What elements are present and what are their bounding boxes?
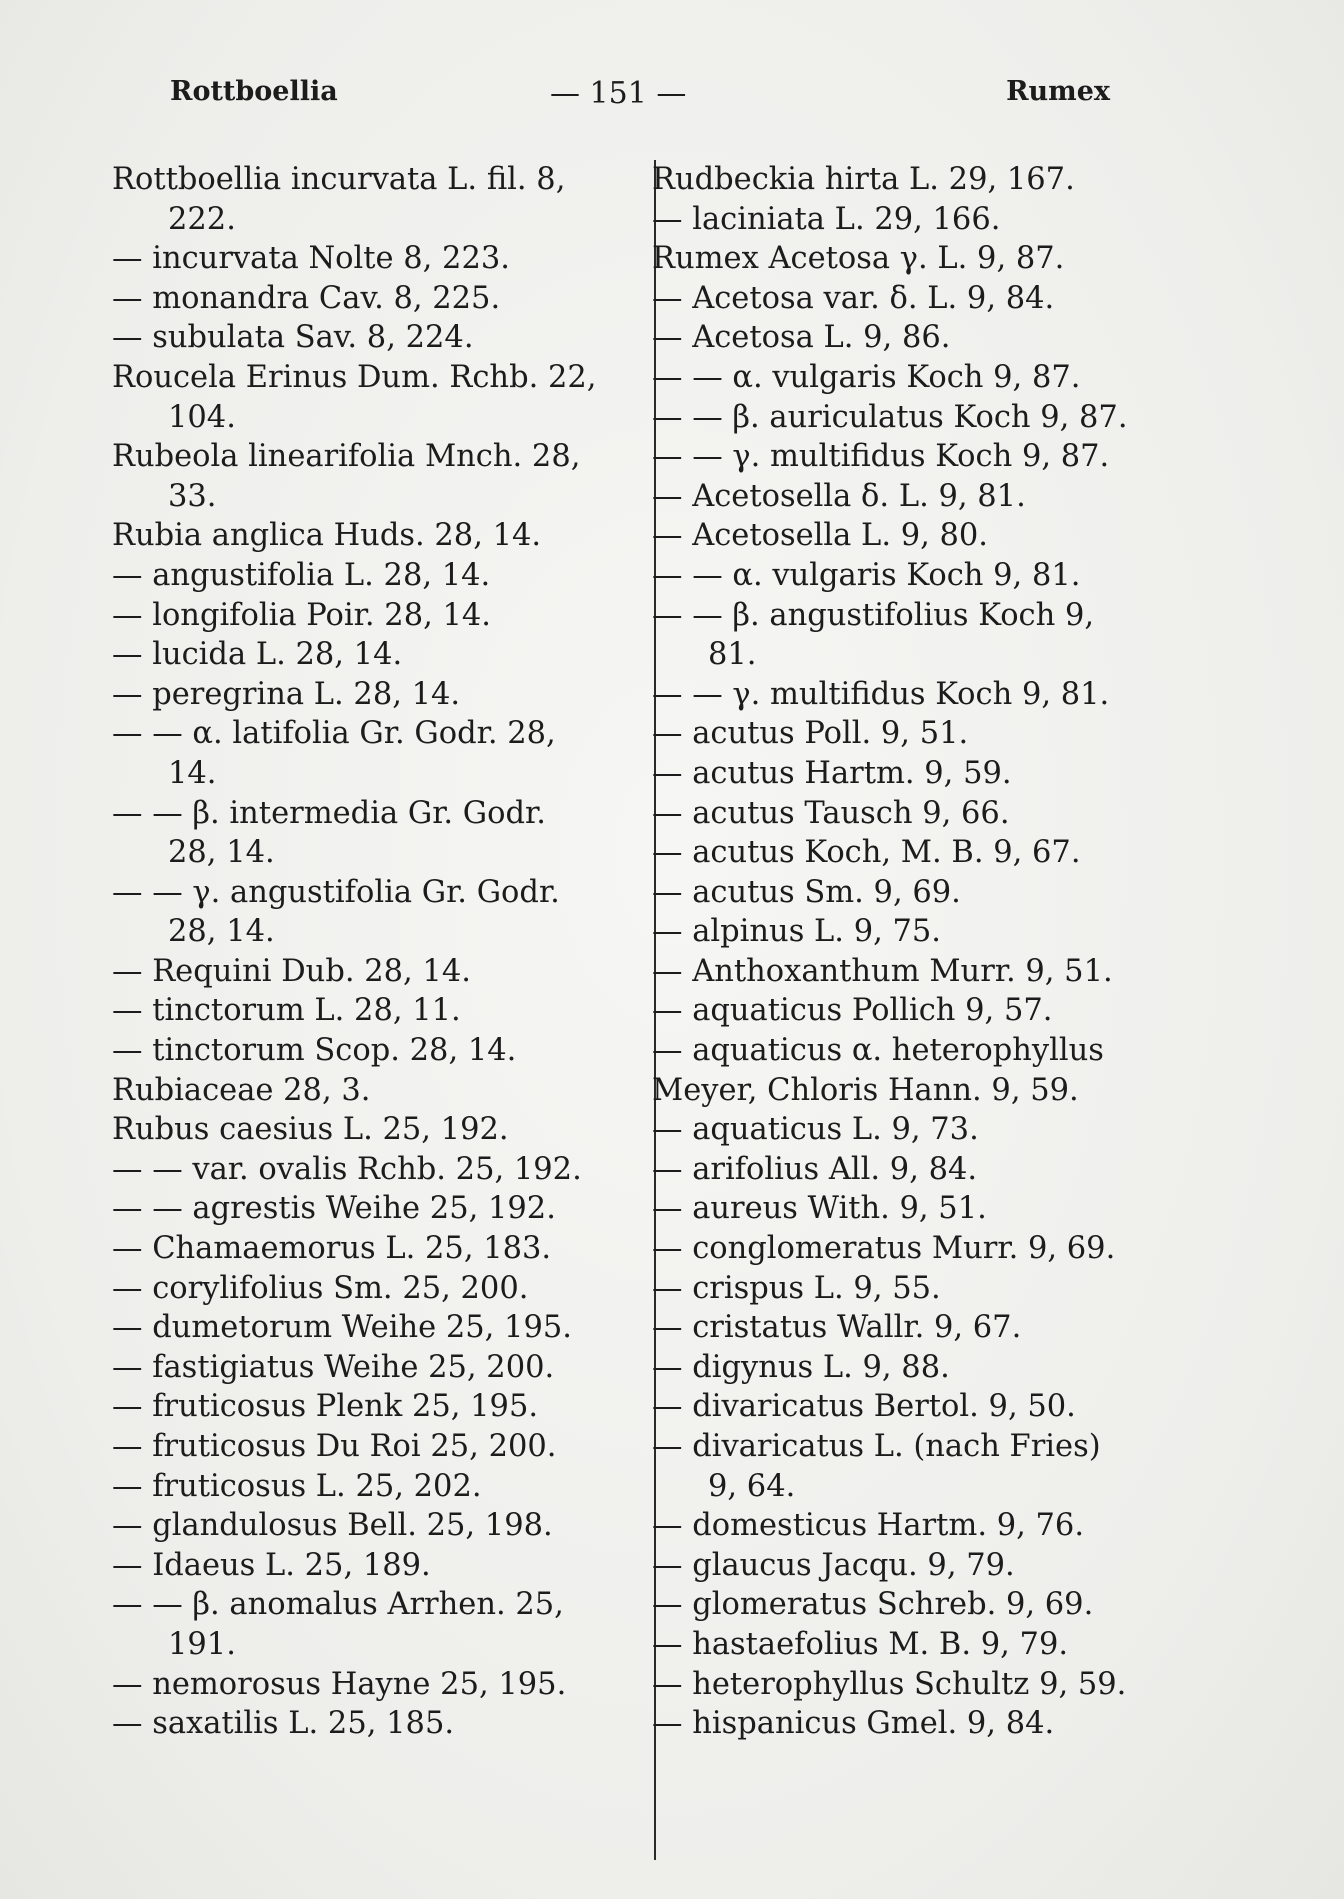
index-entry-line: — — β. angustifolius Koch 9, [652, 597, 1095, 633]
index-entry-line: Rumex Acetosa γ. L. 9, 87. [652, 241, 1065, 277]
index-entry-line: — saxatilis L. 25, 185. [112, 1706, 455, 1742]
index-entry-line: — — var. ovalis Rchb. 25, 192. [112, 1151, 582, 1187]
index-entry-line: — Acetosella L. 9, 80. [652, 518, 989, 554]
index-entry-line: 81. [708, 637, 757, 673]
index-entry-line: — monandra Cav. 8, 225. [112, 280, 501, 316]
index-entry-line: Rubiaceae 28, 3. [112, 1072, 371, 1108]
index-entry-line: — Acetosa L. 9, 86. [652, 320, 951, 356]
index-entry-line: — Requini Dub. 28, 14. [112, 953, 471, 989]
index-entry-line: — — γ. multifidus Koch 9, 87. [652, 439, 1110, 475]
right-column [652, 160, 1192, 1744]
index-entry-line: — — agrestis Weihe 25, 192. [112, 1191, 556, 1227]
index-entry-line: — aureus With. 9, 51. [652, 1191, 987, 1227]
index-entry-line: — — γ. multifidus Koch 9, 81. [652, 676, 1110, 712]
index-entry-line: — crispus L. 9, 55. [652, 1270, 941, 1306]
index-entry-line: 222. [168, 201, 236, 237]
index-entry-line: — angustifolia L. 28, 14. [112, 557, 491, 593]
index-entry-line: — hispanicus Gmel. 9, 84. [652, 1706, 1055, 1742]
index-entry-line: — tinctorum L. 28, 11. [112, 993, 461, 1029]
page-number: — 151 — [550, 76, 687, 111]
index-entry-line: 9, 64. [708, 1468, 796, 1504]
index-entry-line: — conglomeratus Murr. 9, 69. [652, 1231, 1116, 1267]
index-entry-line: — acutus Sm. 9, 69. [652, 874, 961, 910]
index-entry-line: — hastaefolius M. B. 9, 79. [652, 1626, 1069, 1662]
index-entry-line: — aquaticus α. heterophyllus [652, 1033, 1104, 1069]
left-column [112, 160, 642, 1744]
index-entry-line: Roucela Erinus Dum. Rchb. 22, [112, 359, 597, 395]
index-entry-line: — Acetosella δ. L. 9, 81. [652, 478, 1026, 514]
index-entry-line: 104. [168, 399, 236, 435]
index-entry-line: — lucida L. 28, 14. [112, 637, 403, 673]
index-entry-line: — — γ. angustifolia Gr. Godr. [112, 874, 560, 910]
index-entry-line: — Chamaemorus L. 25, 183. [112, 1231, 552, 1267]
index-entry-line: 14. [168, 755, 217, 791]
index-entry-line: — fruticosus L. 25, 202. [112, 1468, 482, 1504]
index-entry-line: Rubeola linearifolia Mnch. 28, [112, 439, 581, 475]
index-entry-line: — acutus Tausch 9, 66. [652, 795, 1010, 831]
index-entry-line: Rottboellia incurvata L. fil. 8, [112, 162, 566, 197]
index-entry-line: — incurvata Nolte 8, 223. [112, 241, 510, 277]
index-entry-line: 33. [168, 478, 217, 514]
index-entry-line: — nemorosus Hayne 25, 195. [112, 1666, 567, 1702]
index-entry-line: — subulata Sav. 8, 224. [112, 320, 474, 356]
index-entry-line: — — α. latifolia Gr. Godr. 28, [112, 716, 556, 752]
index-entry-line: 28, 14. [168, 835, 275, 871]
index-entry-line: — dumetorum Weihe 25, 195. [112, 1310, 572, 1346]
index-entry-line: Rubia anglica Huds. 28, 14. [112, 518, 542, 554]
index-entry-line: — divaricatus L. (nach Fries) [652, 1429, 1101, 1464]
index-entry-line: — peregrina L. 28, 14. [112, 676, 461, 712]
index-entry-line: — tinctorum Scop. 28, 14. [112, 1033, 517, 1069]
index-entry-line: — fruticosus Plenk 25, 195. [112, 1389, 539, 1425]
index-entry-line: Meyer, Chloris Hann. 9, 59. [652, 1072, 1079, 1108]
index-entry-line: — glaucus Jacqu. 9, 79. [652, 1547, 1015, 1583]
index-entry-line: — glomeratus Schreb. 9, 69. [652, 1587, 1094, 1623]
index-entry-line: — fastigiatus Weihe 25, 200. [112, 1349, 555, 1385]
header-left: Rottboellia [170, 76, 338, 107]
index-entry-line: — corylifolius Sm. 25, 200. [112, 1270, 529, 1306]
index-entry-line: — heterophyllus Schultz 9, 59. [652, 1666, 1127, 1702]
index-entry-line: — longifolia Poir. 28, 14. [112, 597, 492, 633]
index-entry-line: — — α. vulgaris Koch 9, 87. [652, 359, 1081, 395]
index-entry-line: — acutus Hartm. 9, 59. [652, 755, 1012, 791]
index-entry-line: — — α. vulgaris Koch 9, 81. [652, 557, 1081, 593]
index-entry-line: — alpinus L. 9, 75. [652, 914, 941, 950]
index-entry-line: — divaricatus Bertol. 9, 50. [652, 1389, 1076, 1425]
index-entry-line: — cristatus Wallr. 9, 67. [652, 1310, 1022, 1346]
index-entry-line: — — β. auriculatus Koch 9, 87. [652, 399, 1128, 435]
index-entry-line: — Anthoxanthum Murr. 9, 51. [652, 953, 1113, 989]
index-entry-line: — — β. anomalus Arrhen. 25, [112, 1587, 564, 1623]
index-entry-line: — acutus Poll. 9, 51. [652, 716, 969, 752]
index-entry-line: — glandulosus Bell. 25, 198. [112, 1508, 553, 1544]
index-entry-line: — Idaeus L. 25, 189. [112, 1547, 431, 1583]
index-entry-line: 28, 14. [168, 914, 275, 950]
index-entry-line: — — β. intermedia Gr. Godr. [112, 795, 546, 831]
index-entry-line: — acutus Koch, M. B. 9, 67. [652, 835, 1081, 871]
index-entry-line: 191. [168, 1626, 236, 1662]
index-entry-line: Rubus caesius L. 25, 192. [112, 1112, 509, 1148]
index-entry-line: — aquaticus L. 9, 73. [652, 1112, 979, 1148]
header-right: Rumex [1006, 76, 1110, 107]
running-head [170, 76, 1110, 116]
index-entry-line: — fruticosus Du Roi 25, 200. [112, 1429, 557, 1464]
index-entry-line: — arifolius All. 9, 84. [652, 1151, 978, 1187]
index-entry-line: Rudbeckia hirta L. 29, 167. [652, 162, 1075, 197]
index-entry-line: — aquaticus Pollich 9, 57. [652, 993, 1053, 1029]
index-entry-line: — Acetosa var. δ. L. 9, 84. [652, 280, 1055, 316]
index-entry-line: — domesticus Hartm. 9, 76. [652, 1508, 1085, 1544]
index-entry-line: — laciniata L. 29, 166. [652, 201, 1001, 237]
index-entry-line: — digynus L. 9, 88. [652, 1349, 950, 1385]
